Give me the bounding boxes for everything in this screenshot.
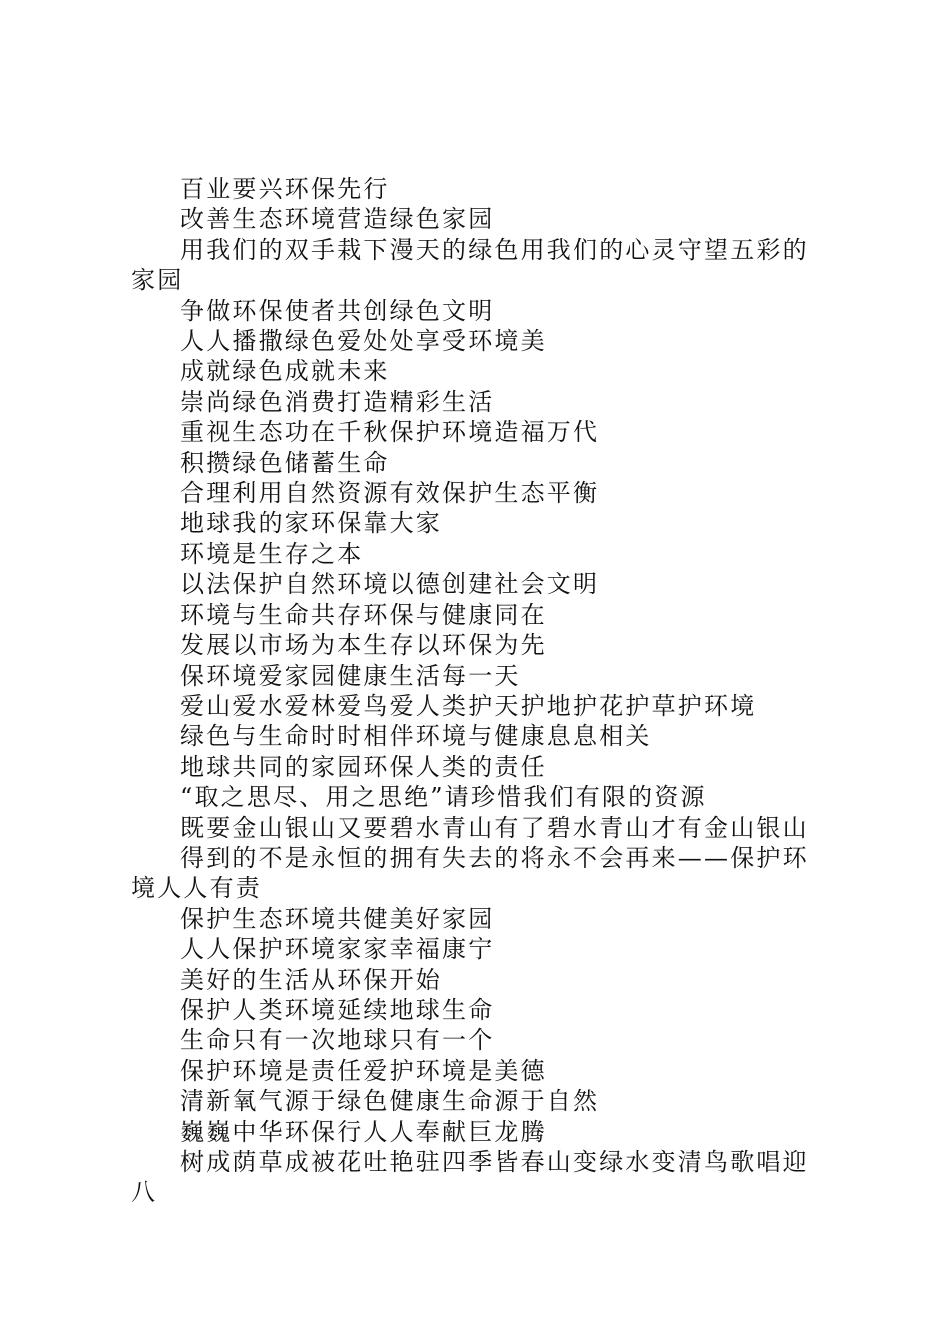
document-body bbox=[131, 174, 833, 1208]
slogan-line-11: 地球我的家环保靠大家 bbox=[180, 509, 442, 538]
slogan-line-8: 重视生态功在千秋保护环境造福万代 bbox=[180, 418, 600, 447]
slogan-line-25: 美好的生活从环保开始 bbox=[180, 965, 442, 994]
slogan-line-15: 发展以市场为本生存以环保为先 bbox=[180, 631, 547, 660]
slogan-line-18: 绿色与生命时时相伴环境与健康息息相关 bbox=[180, 722, 652, 751]
slogan-line-4: 争做环保使者共创绿色文明 bbox=[180, 296, 495, 325]
slogan-line-7: 崇尚绿色消费打造精彩生活 bbox=[180, 387, 495, 416]
slogan-line-31: 树成荫草成被花吐艳驻四季皆春山变绿水变清鸟歌唱迎八 bbox=[131, 1148, 809, 1207]
slogan-line-3: 用我们的双手栽下漫天的绿色用我们的心灵守望五彩的家园 bbox=[131, 235, 809, 295]
slogan-line-27: 生命只有一次地球只有一个 bbox=[180, 1026, 495, 1055]
slogan-line-21: 既要金山银山又要碧水青山有了碧水青山才有金山银山 bbox=[180, 813, 809, 842]
slogan-line-22: 得到的不是永恒的拥有失去的将永不会再来——保护环境人人有责 bbox=[131, 843, 809, 903]
slogan-line-1: 百业要兴环保先行 bbox=[180, 175, 390, 203]
slogan-line-23: 保护生态环境共健美好家园 bbox=[180, 904, 495, 933]
slogan-line-19: 地球共同的家园环保人类的责任 bbox=[180, 752, 547, 781]
slogan-line-17: 爱山爱水爱林爱鸟爱人类护天护地护花护草护环境 bbox=[180, 691, 757, 720]
slogan-line-12: 环境是生存之本 bbox=[180, 539, 364, 568]
slogan-line-16: 保环境爱家园健康生活每一天 bbox=[180, 661, 521, 690]
slogan-line-10: 合理利用自然资源有效保护生态平衡 bbox=[180, 479, 600, 508]
slogan-line-20: “取之思尽、用之思绝”请珍惜我们有限的资源 bbox=[180, 783, 707, 812]
slogan-line-29: 清新氧气源于绿色健康生命源于自然 bbox=[180, 1087, 600, 1116]
slogan-line-13: 以法保护自然环境以德创建社会文明 bbox=[180, 570, 600, 599]
slogan-line-6: 成就绿色成就未来 bbox=[180, 357, 390, 386]
slogan-line-26: 保护人类环境延续地球生命 bbox=[180, 995, 495, 1024]
slogan-line-5: 人人播撒绿色爱处处享受环境美 bbox=[180, 327, 547, 356]
slogan-line-30: 巍巍中华环保行人人奉献巨龙腾 bbox=[180, 1117, 547, 1146]
slogan-line-28: 保护环境是责任爱护环境是美德 bbox=[180, 1056, 547, 1085]
slogan-line-14: 环境与生命共存环保与健康同在 bbox=[180, 600, 547, 629]
slogan-line-2: 改善生态环境营造绿色家园 bbox=[180, 205, 495, 234]
slogan-line-24: 人人保护环境家家幸福康宁 bbox=[180, 935, 495, 964]
slogan-line-9: 积攒绿色储蓄生命 bbox=[180, 448, 390, 477]
